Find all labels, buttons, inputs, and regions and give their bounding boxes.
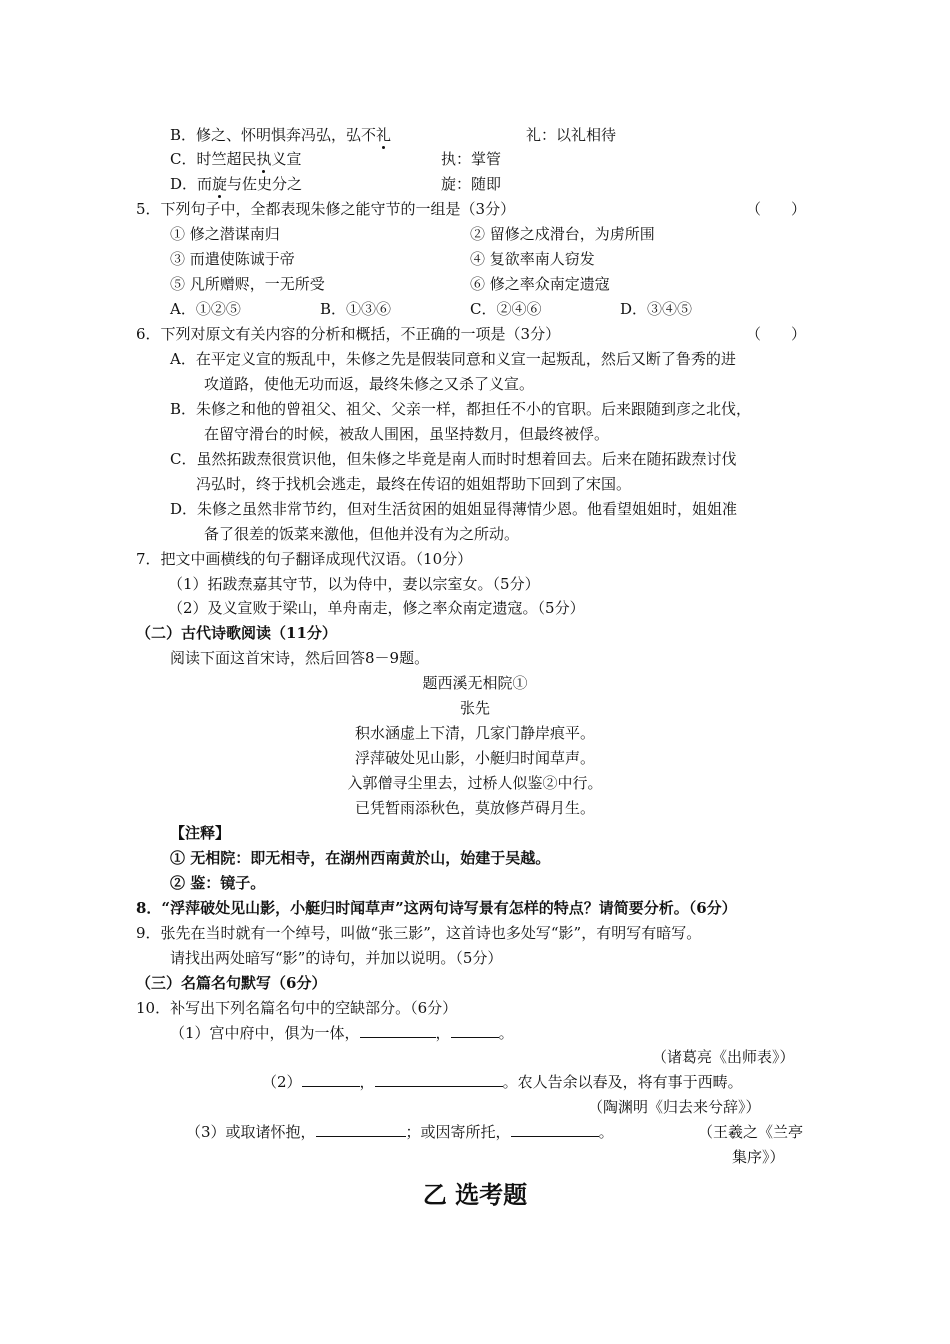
q7-sentence-1: （1）拓跋焘嘉其守节，以为侍中，妻以宗室女。（5分） [168,575,540,593]
fill-line-3-source-part2: 集序》） [732,1148,785,1166]
q5-stem: 5．下列句子中，全都表现朱修之能守节的一组是（3分） [136,200,516,218]
q5-item-5: ⑤ 凡所赠赆，一无所受 [170,275,325,293]
fill-line-2-source: （陶渊明《归去来兮辞》） [588,1098,761,1116]
q5-item-3: ③ 而遣使陈诚于帝 [170,250,295,268]
q7-sentence-2: （2）及义宣败于梁山，单舟南走，修之率众南定遗寇。（5分） [168,599,585,617]
q9-line2: 请找出两处暗写“影”的诗句，并加以说明。（5分） [170,949,503,967]
fill-line-3: （3）或取诸怀抱， ；或因寄所托， 。 [186,1123,614,1141]
q5-choice-d: D．③④⑤ [620,300,693,318]
q6-option-b-line2: 在留守滑台的时候，被敌人围困，虽坚持数月，但最终被俘。 [204,425,610,443]
note-2: ② 鉴：镜子。 [170,874,266,892]
q6-option-a-line1: A．在平定义宣的叛乱中，朱修之先是假装同意和义宣一起叛乱，然后又断了鲁秀的进 [170,350,736,368]
fill-line-3-source-part1: （王羲之《兰亭 [698,1123,804,1141]
fill-blank[interactable] [360,1022,436,1038]
poem-line-2: 浮萍破处见山影，小艇归时闻草声。 [354,749,595,767]
fill-blank[interactable] [451,1022,499,1038]
fill-line-2: （2） ， 。农人告余以春及，将有事于西畴。 [262,1073,743,1091]
section-heading-poetry: （二）古代诗歌阅读（11分） [136,624,337,642]
q6-stem: 6．下列对原文有关内容的分析和概括，不正确的一项是（3分） [136,325,561,343]
q6-answer-bracket: （ ） [746,325,807,343]
q6-option-d-line2: 备了很差的饭菜来激他，但他并没有为之所动。 [204,525,520,543]
q5-item-2: ② 留修之戍滑台，为虏所围 [470,225,655,243]
section-heading-recitation: （三）名篇名句默写（6分） [136,974,327,992]
q6-option-c-line2: 冯弘时，终于找机会逃走，最终在传诏的姐姐帮助下回到了宋国。 [196,475,632,493]
q5-item-4: ④ 复欲率南人窃发 [470,250,595,268]
q4-option-d: D．而旋与佐史分之 [170,175,303,193]
dotted-char: 礼 [376,126,392,144]
q9-line1: 9．张先在当时就有一个绰号，叫做“张三影”，这首诗也多处写“影”，有明写有暗写。 [136,924,702,942]
q5-answer-bracket: （ ） [746,200,807,218]
q6-option-b-line1: B．朱修之和他的曾祖父、祖父、父亲一样，都担任不小的官职。后来跟随到彦之北伐， [170,400,752,418]
poem-title: 题西溪无相院① [422,674,528,692]
dotted-char: 旋 [212,175,228,193]
q8-stem: 8．“浮萍破处见山影，小艇归时闻草声”这两句诗写景有怎样的特点？请简要分析。（6分） [136,899,737,917]
q6-option-d-line1: D．朱修之虽然非常节约，但对生活贫困的姐姐显得薄情少恩。他看望姐姐时，姐姐准 [170,500,738,518]
q4-option-b: B．修之、怀明惧奔冯弘，弘不礼 [170,126,392,144]
q5-choice-c: C．②④⑥ [470,300,542,318]
fill-line-1-source: （诸葛亮《出师表》） [652,1048,795,1066]
fill-blank[interactable] [511,1121,599,1137]
note-1: ① 无相院：即无相寺，在湖州西南黄於山，始建于吴越。 [170,849,551,867]
q6-option-c-line1: C．虽然拓跋焘很赏识他，但朱修之毕竟是南人而时时想着回去。后来在随拓跋焘讨伐 [170,450,737,468]
q5-item-6: ⑥ 修之率众南定遗寇 [470,275,610,293]
fill-line-1: （1）宫中府中，俱为一体， ， 。 [170,1024,514,1042]
q4-option-b-gloss: 礼：以礼相待 [526,126,617,144]
q7-stem: 7．把文中画横线的句子翻译成现代汉语。（10分） [136,550,473,568]
fill-blank[interactable] [302,1071,360,1087]
poem-line-4: 已凭暂雨添秋色，莫放修芦碍月生。 [354,799,595,817]
q10-stem: 10．补写出下列名篇名句中的空缺部分。（6分） [136,999,458,1017]
q4-option-c-gloss: 执：掌管 [441,150,502,168]
fill-blank[interactable] [375,1071,503,1087]
poem-line-1: 积水涵虚上下清，几家门静岸痕平。 [354,724,595,742]
q4-option-c: C．时竺超民执义宣 [170,150,302,168]
notes-heading: 【注释】 [170,824,231,842]
q5-choice-a: A．①②⑤ [170,300,241,318]
fill-blank[interactable] [316,1121,406,1137]
poetry-intro: 阅读下面这首宋诗，然后回答8－9题。 [170,649,430,667]
q4-option-d-gloss: 旋：随即 [441,175,502,193]
poem-line-3: 入郭僧寻尘里去，过桥人似鉴②中行。 [347,774,603,792]
part-title: 乙 选考题 [422,1180,528,1209]
q6-option-a-line2: 攻道路，使他无功而返，最终朱修之又杀了义宣。 [204,375,535,393]
dotted-char: 执 [256,150,272,168]
q5-item-1: ① 修之潜谋南归 [170,225,280,243]
q5-choice-b: B．①③⑥ [320,300,392,318]
poem-author: 张先 [459,699,490,717]
